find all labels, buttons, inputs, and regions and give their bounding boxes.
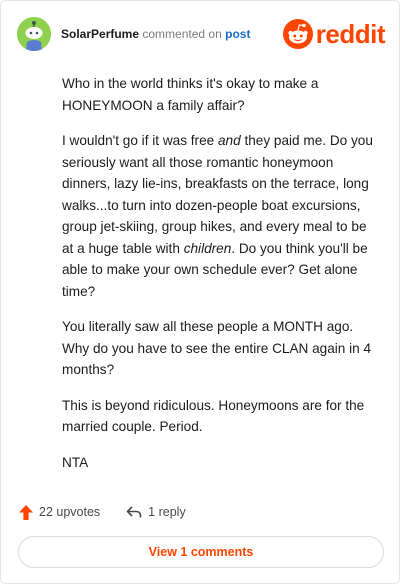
upvote-button[interactable] [19, 505, 100, 520]
emphasis-text: and [217, 133, 241, 148]
comment-paragraph [62, 452, 380, 474]
post-link[interactable]: post [225, 27, 251, 41]
paragraph-text: Who in the world thinks it's okay to make a HONEYMOON a family affair? [62, 76, 319, 113]
emphasis-text: children [183, 240, 232, 256]
author-name[interactable]: SolarPerfume [61, 27, 140, 41]
comment-body [62, 73, 380, 487]
comment-paragraph [62, 73, 380, 116]
reply-button[interactable] [126, 505, 186, 519]
paragraph-text: I wouldn't go if it was free [62, 133, 218, 148]
reddit-alien-icon [283, 19, 313, 49]
paragraph-text: NTA [62, 454, 89, 470]
upvote-arrow-icon [19, 505, 33, 520]
paragraph-text: This is beyond ridiculous. Honeymoons are for the married couple. Period. [62, 397, 365, 434]
comment-actions [19, 502, 186, 522]
view-comments-button[interactable]: View 1 comments [18, 536, 384, 568]
comment-paragraph [62, 316, 380, 381]
snoo-avatar-icon [17, 17, 51, 51]
reddit-wordmark: reddit [315, 19, 385, 49]
reply-count: 1 reply [148, 505, 186, 519]
reddit-logo[interactable] [283, 19, 385, 49]
comment-header [17, 17, 385, 51]
paragraph-text: You literally saw all these people a MONTH ago. Why do you have to see the entire CLAN again in 4 months? [62, 319, 372, 377]
comment-action-text: commented on [142, 27, 222, 41]
reply-arrow-icon [126, 505, 142, 519]
avatar[interactable] [17, 17, 51, 51]
paragraph-text: they paid me. Do you seriously want all those romantic honeymoon dinners, lazy lie-ins, breakfasts on the terrace, long walks...to turn into dozen-people boat excursions, group jet-skiing, group hikes, and every meal to be at a huge table with [62, 133, 373, 256]
paragraph-text: . Do you think you'll be able to make your own schedule ever? Get alone time? [62, 240, 368, 299]
upvote-count: 22 upvotes [39, 505, 101, 519]
comment-paragraph [62, 395, 380, 438]
comment-paragraph [62, 130, 380, 302]
comment-meta [61, 26, 250, 42]
